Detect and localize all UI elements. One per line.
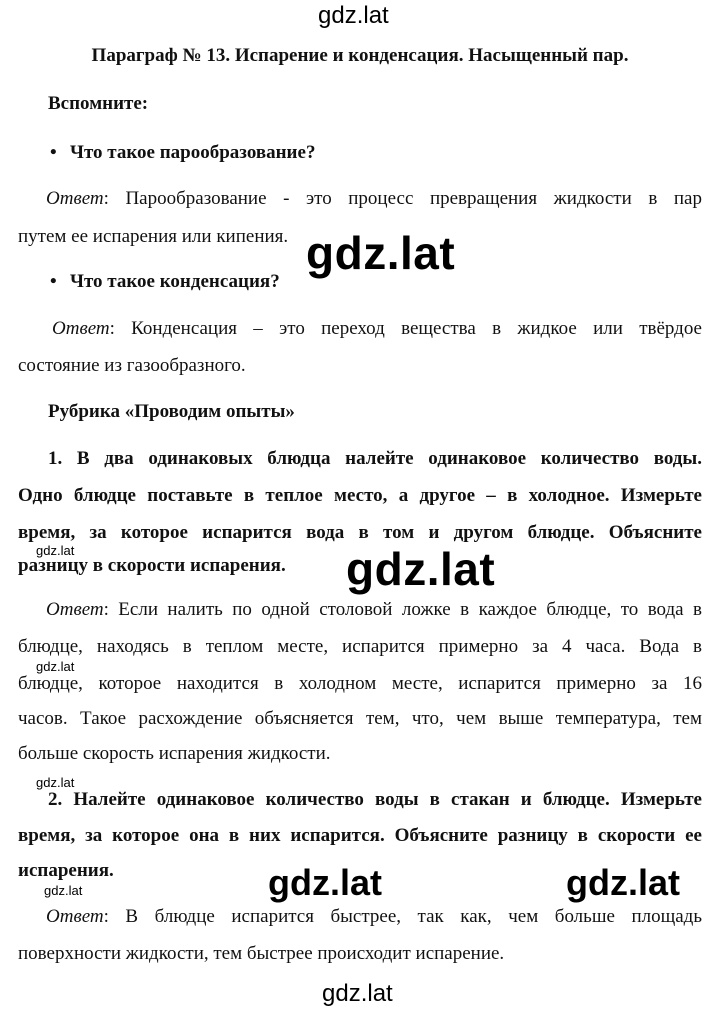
watermark-medium: gdz.lat bbox=[566, 862, 680, 903]
remember-heading: Вспомните: bbox=[48, 93, 149, 114]
task-2-line-3: испарения. bbox=[18, 860, 114, 881]
answer-label: Ответ bbox=[46, 188, 104, 209]
answer-task-1-line-1 bbox=[18, 599, 702, 621]
answer-condensation-line-1 bbox=[18, 318, 702, 340]
watermark-large: gdz.lat bbox=[346, 543, 496, 595]
watermark-small: gdz.lat bbox=[36, 543, 75, 558]
answer-text: : Парообразование - это процесс превращения жидкости в пар bbox=[103, 188, 702, 209]
bullet-icon: • bbox=[50, 271, 57, 292]
answer-text: : Конденсация – это переход вещества в жидкое или твёрдое bbox=[109, 318, 702, 339]
task-1-line-1: 1. В два одинаковых блюдца налейте одинаковое количество воды. bbox=[48, 448, 702, 469]
watermark-bottom: gdz.lat bbox=[322, 980, 393, 1007]
watermark-small: gdz.lat bbox=[36, 775, 75, 790]
watermark-large: gdz.lat bbox=[306, 227, 456, 279]
answer-label: Ответ bbox=[46, 599, 104, 620]
task-2-line-1: 2. Налейте одинаковое количество воды в стакан и блюдце. Измерьте bbox=[48, 789, 702, 810]
answer-text: : В блюдце испарится быстрее, так как, чем больше площадь bbox=[103, 906, 702, 927]
answer-label: Ответ bbox=[52, 318, 110, 339]
answer-task-1-line-4: часов. Такое расхождение объясняется тем, что, чем выше температура, тем bbox=[18, 708, 702, 729]
bullet-icon: • bbox=[50, 142, 57, 163]
answer-task-1-line-5: больше скорость испарения жидкости. bbox=[18, 743, 331, 764]
task-1-line-3: время, за которое испарится вода в том и другом блюдце. Объясните bbox=[18, 522, 702, 543]
task-2-line-2: время, за которое она в них испарится. Объясните разницу в скорости ее bbox=[18, 825, 702, 846]
answer-task-1-line-2: блюдце, находясь в теплом месте, испарится примерно за 4 часа. Вода в bbox=[18, 636, 702, 657]
answer-label: Ответ bbox=[46, 906, 104, 927]
answer-task-2-line-2: поверхности жидкости, тем быстрее происходит испарение. bbox=[18, 943, 505, 964]
page-title: Параграф № 13. Испарение и конденсация. Насыщенный пар. bbox=[91, 45, 629, 66]
question-vaporization: Что такое парообразование? bbox=[70, 142, 316, 163]
watermark-medium: gdz.lat bbox=[268, 862, 382, 903]
answer-vaporization-line-2: путем ее испарения или кипения. bbox=[18, 226, 289, 247]
task-1-line-2: Одно блюдце поставьте в теплое место, а другое – в холодное. Измерьте bbox=[18, 485, 702, 506]
watermark-small: gdz.lat bbox=[36, 659, 75, 674]
answer-task-2-line-1 bbox=[18, 906, 702, 928]
rubric-heading: Рубрика «Проводим опыты» bbox=[48, 401, 295, 422]
answer-condensation-line-2: состояние из газообразного. bbox=[18, 355, 246, 376]
answer-task-1-line-3: блюдце, которое находится в холодном месте, испарится примерно за 16 bbox=[18, 673, 702, 694]
question-condensation: Что такое конденсация? bbox=[70, 271, 280, 292]
answer-vaporization-line-1 bbox=[18, 188, 702, 210]
answer-text: : Если налить по одной столовой ложке в каждое блюдце, то вода в bbox=[103, 599, 702, 620]
task-1-line-4: разницу в скорости испарения. bbox=[18, 555, 286, 576]
watermark-top: gdz.lat bbox=[318, 2, 389, 29]
watermark-small: gdz.lat bbox=[44, 883, 83, 898]
